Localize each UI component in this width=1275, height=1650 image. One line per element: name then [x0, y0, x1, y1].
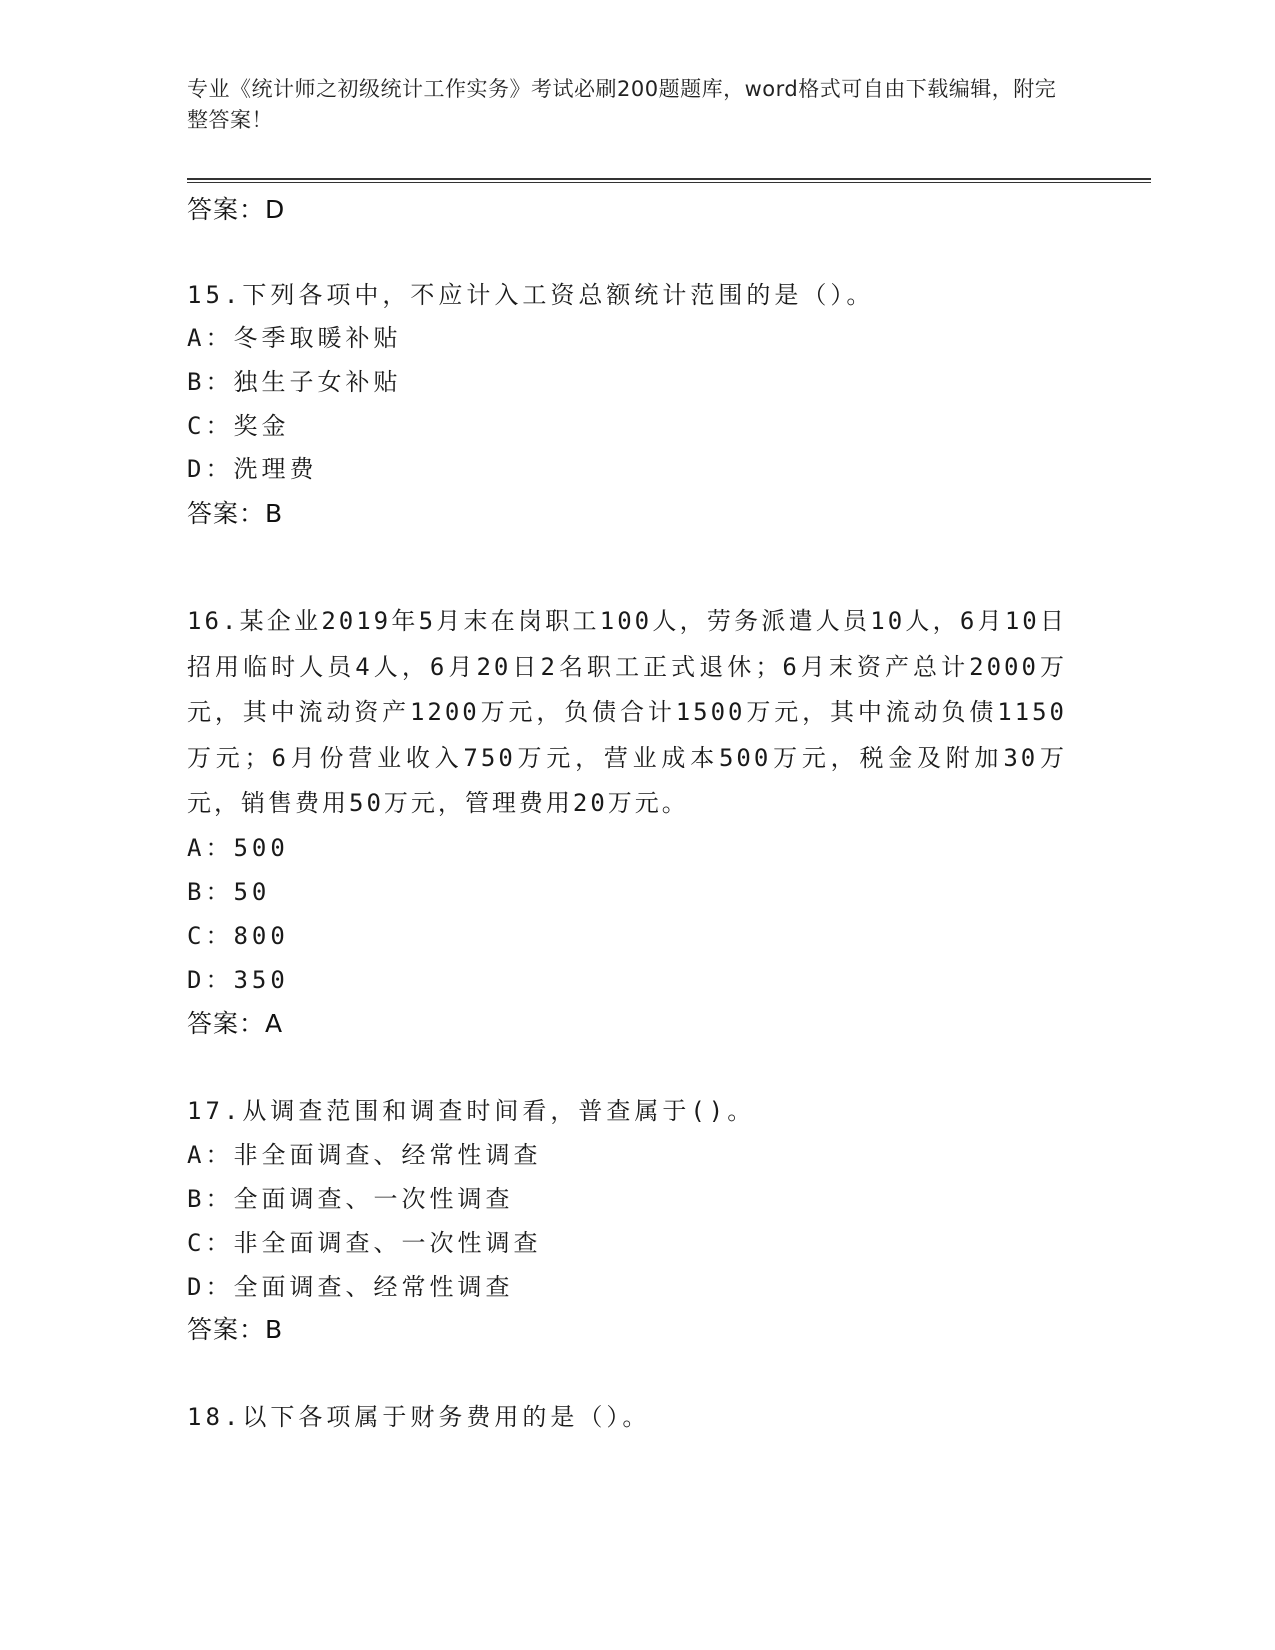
q16-option-c: C：800 — [187, 922, 289, 950]
q15-option-b: B：独生子女补贴 — [187, 368, 402, 396]
q15-option-c: C：奖金 — [187, 412, 290, 440]
q17-option-c: C：非全面调查、一次性调查 — [187, 1229, 542, 1257]
question-16: 16.某企业2019年5月末在岗职工100人，劳务派遣人员10人，6月10日招用临时人员4人，6月20日2名职工正式退休；6月末资产总计2000万元，其中流动资产1200万元，负债合计1500万元，其中流动负债1150万元；6月份营业收入750万元，营业成本500万元，税金及附加30万元，销售费用50万元，管理费用20万元。 — [187, 607, 1067, 817]
answer-14: 答案：D — [187, 195, 286, 224]
header-divider-thick — [187, 178, 1151, 180]
q16-option-a: A：500 — [187, 834, 289, 862]
question-15: 15.下列各项中，不应计入工资总额统计范围的是（）。 — [187, 281, 875, 309]
question-18: 18.以下各项属于财务费用的是（）。 — [187, 1403, 651, 1431]
q17-answer: 答案：B — [187, 1315, 284, 1344]
q17-option-b: B：全面调查、一次性调查 — [187, 1185, 514, 1213]
header-divider-thin — [187, 182, 1151, 183]
document-header: 专业《统计师之初级统计工作实务》考试必刷200题题库，word格式可自由下载编辑，附完整答案！ — [187, 77, 1057, 132]
q15-answer: 答案：B — [187, 499, 284, 528]
q15-option-d: D：洗理费 — [187, 455, 318, 483]
q16-option-d: D：350 — [187, 966, 289, 994]
q17-option-a: A：非全面调查、经常性调查 — [187, 1141, 542, 1169]
question-17: 17.从调查范围和调查时间看，普查属于()。 — [187, 1097, 756, 1125]
q15-option-a: A：冬季取暖补贴 — [187, 324, 402, 352]
q17-option-d: D：全面调查、经常性调查 — [187, 1273, 514, 1301]
q16-answer: 答案：A — [187, 1009, 284, 1038]
q16-option-b: B：50 — [187, 878, 271, 906]
